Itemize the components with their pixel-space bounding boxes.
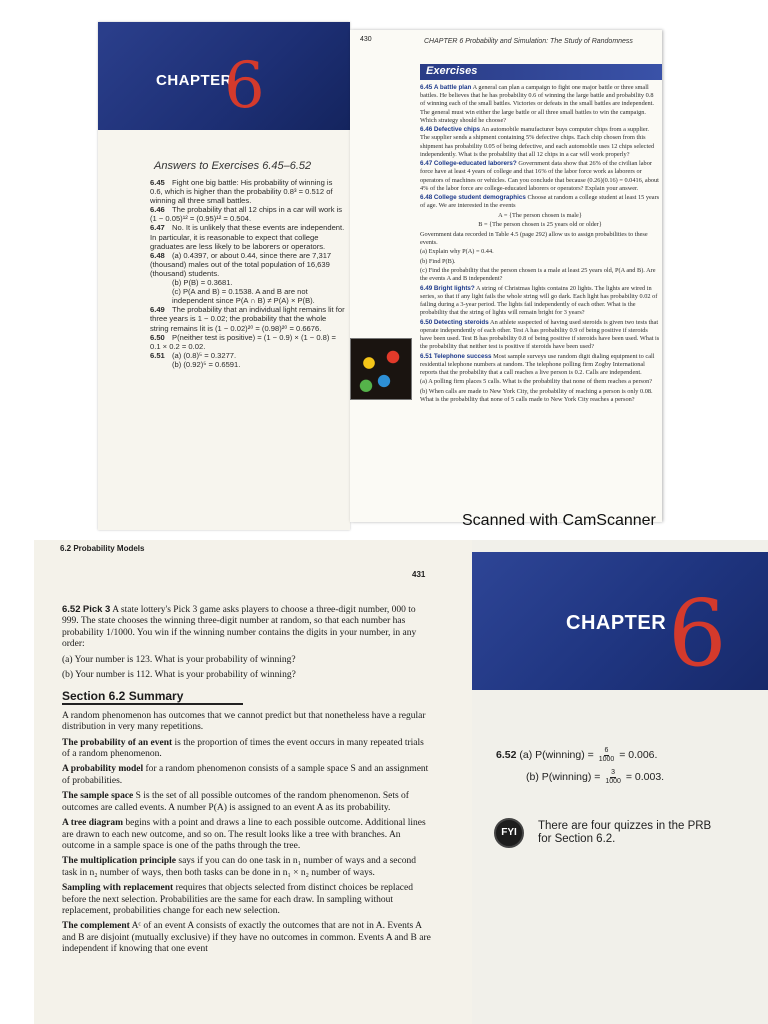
exercise-text: Choose at random a college student at least 15 years of age. We are interested in the events — [420, 194, 660, 210]
exercises-page — [350, 30, 662, 522]
summary-heading: Section 6.2 Summary — [62, 691, 243, 704]
summary-paragraph — [62, 883, 432, 917]
exercise-text: Most sample surveys use random digit dialing equipment to call residential telephone numbers at random. The telephone polling firm Zogby International reports that the probability that a call reaches a live person is 0.2. Calls are independent. — [420, 352, 655, 376]
answer-number: 6.50 — [150, 332, 165, 342]
denominator: 1000 — [598, 755, 615, 763]
answer-a-prefix: (a) P(winning) = — [519, 749, 594, 761]
chapter-label: CHAPTER — [156, 72, 233, 89]
answers-heading: Answers to Exercises 6.45–6.52 — [154, 160, 312, 172]
exercise-number: 6.47 — [420, 160, 433, 168]
denominator: 1000 — [605, 777, 621, 785]
exercise-number: 6.52 — [62, 604, 81, 615]
answer-text: The probability that all 12 chips in a car will work is (1 − 0.05)¹² = (0.95)¹² = 0.504. — [150, 205, 343, 224]
summary-text: begins with a point and draws a line to each possible outcome. Additional lines are drawn to each new outcome, and so on. The result looks like a tree with branches. An outcome in a sample space is one of the paths through the tree. — [62, 818, 426, 851]
summary-term: The sample space — [62, 791, 134, 802]
answer-item: (c) P(A and B) = 0.1538. A and B are not independent since P(A ∩ B) ≠ P(A) × P(B). — [172, 287, 315, 306]
summary-text: is the proportion of times the event occurs in many repeated trials of a random phenomenon. — [62, 737, 424, 760]
exercise-title: A battle plan — [433, 84, 472, 91]
summary-paragraph — [62, 791, 432, 814]
answer-item — [150, 223, 346, 250]
exercise-title: College-educated laborers? — [433, 160, 517, 168]
summary-term: The probability of an event — [62, 737, 173, 748]
exercise-list — [420, 84, 660, 405]
exercise-item — [420, 194, 660, 210]
exercise-title: Telephone success — [433, 352, 492, 360]
answer-text: No. It is unlikely that these events are independent. In particular, it is reasonable to expect that college graduates are less likely to be laborers or operators. — [150, 223, 345, 251]
summary-term: The multiplication principle — [62, 856, 177, 867]
exercise-part: (c) Find the probability that the person chosen is a male at least 25 years old, P(A and B). Are the events A and B independent? — [420, 266, 656, 283]
exercise-text: A general can plan a campaign to fight one major battle or three small battles. He believes that he has probability 0.6 of winning the large battle and probability 0.8 of winning each of the small battles. Victories or defeats in the small battles are independent. The general must win either the large battle or all three small battles to win the campaign. Which strategy should he choose? — [420, 84, 654, 124]
exercise-part: (b) Find P(B). — [420, 257, 456, 265]
running-head: CHAPTER 6 Probability and Simulation: The Study of Randomness — [424, 38, 633, 45]
exercise-number: 6.51 — [420, 352, 433, 360]
exercise-part: (a) Your number is 123. What is your probability of winning? — [62, 654, 296, 665]
exercise-number: 6.48 — [420, 194, 433, 202]
answer-a-result: = 0.006. — [619, 749, 658, 761]
exercise-title: Pick 3 — [82, 604, 111, 615]
answer-text: P(neither test is positive) = (1 − 0.9) × (1 − 0.8) = 0.1 × 0.2 = 0.02. — [150, 332, 336, 351]
exercise-text: Government data recorded in Table 4.5 (page 292) allow us to assign probabilities to these events. — [420, 230, 648, 246]
christmas-lights-photo — [350, 338, 412, 400]
summary-text: Aᶜ of an event A consists of exactly the outcomes that are not in A. Events A and B are disjoint (mutually exclusive) if they have no outcomes in common. Events A and B are independent if knowing that one event — [62, 921, 431, 955]
exercise-title: Detecting steroids — [433, 318, 489, 326]
exercise-text: An automobile manufacturer buys computer chips from a supplier. The supplier sends a shipment containing 5% defective chips. Each chip chosen from this shipment has probability 0.05 of being defective, and each automobile uses 12 chips selected independently. What is the probability that all 12 chips in a car will work properly? — [420, 126, 655, 158]
answer-row-b — [496, 766, 664, 788]
summary-paragraph — [62, 818, 432, 852]
exercise-item — [62, 604, 432, 651]
fyi-icon: FYI — [494, 818, 524, 848]
exercise-part: (b) When calls are made to New York City, the probability of reaching a person is only 0.08. What is the probability that none of 5 calls made to New York City reaches a person? — [420, 387, 653, 403]
exercise-number: 6.49 — [420, 284, 433, 292]
summary-paragraph — [62, 856, 432, 879]
numerator: 3 — [611, 768, 616, 776]
exercise-text: An athlete suspected of having used steroids is given two tests that operate independently of each other. Test A has probability 0.9 of being positive if steroids have been used. Test B has probability 0.8 of being positive if steroids have been used. What is the probability that neither test is positive if steroids have been used? — [420, 318, 660, 351]
exercise-number: 6.45 — [420, 84, 433, 91]
chapter-label: CHAPTER — [566, 612, 667, 634]
exercise-text: A string of Christmas lights contains 20 lights. The lights are wired in series, so that if any light fails the whole string will go dark. Each light has probability 0.02 of failing during a 3-year period. The lights fail independently of each other. What is the probability that the string of lights will remain bright for 3 years? — [420, 284, 658, 317]
exercise-item — [420, 319, 660, 352]
answer-b-result: = 0.003. — [625, 771, 665, 783]
answer-text: The probability that an individual light remains lit for three years is 1 − 0.02; the probability that the whole string remains lit is (1 − 0.02)²⁰ = (0.98)²⁰ = 0.6676. — [150, 305, 345, 333]
exercise-text: Government data show that 26% of the civilian labor force have at least 4 years of college and that 16% of the labor force work as laborers or operators of machines or vehicles. Can you conclude that because (0.26)(0.16) = 0.0416, about 4% of the labor force are college-educated laborers or operators? Explain your answer. — [420, 160, 659, 192]
chapter-number: 6 — [224, 49, 265, 123]
summary-term: A tree diagram — [62, 818, 124, 829]
answer-text: (a) 0.4397, or about 0.44, since there are 7,317 (thousand) males out of the total population of 16,639 (thousand) students. — [150, 250, 332, 278]
answer-b-prefix: (b) P(winning) = — [526, 771, 601, 783]
answer-text: Fight one big battle: His probability of winning is 0.6, which is higher than the probability 0.8³ = 0.512 of winning all three small battles. — [150, 178, 333, 206]
exercise-title: College student demographics — [433, 194, 526, 202]
answer-text: (a) (0.8)⁵ = 0.3277. — [172, 350, 237, 360]
exercises-title: Exercises — [426, 65, 478, 77]
fraction — [605, 769, 621, 786]
fyi-note: There are four quizzes in the PRB for Section 6.2. — [538, 820, 712, 845]
summary-term: A probability model — [62, 764, 144, 775]
answers-list — [150, 178, 346, 369]
summary-text: S is the set of all possible outcomes of the random phenomenon. Sets of outcomes are called events. A number P(A) is assigned to an event A as its probability. — [62, 791, 409, 813]
answer-item — [150, 333, 346, 351]
answer-item — [150, 205, 346, 223]
answer-number: 6.52 — [496, 749, 517, 761]
exercise-item — [420, 126, 660, 159]
answer-item: (b) P(B) = 0.3681. — [172, 278, 233, 288]
exercise-part: (a) A polling firm places 5 calls. What is the probability that none of them reaches a person? — [420, 378, 653, 386]
answer-item — [150, 178, 346, 205]
exercise-number: 6.46 — [420, 126, 433, 134]
numerator: 6 — [604, 746, 609, 754]
summary-paragraph — [62, 764, 432, 787]
chapter-number: 6 — [668, 580, 727, 687]
chapter-banner — [98, 22, 350, 130]
exercise-part: (b) Your number is 112. What is your probability of winning? — [62, 670, 296, 681]
answers-page — [98, 22, 350, 530]
exercises-banner — [420, 64, 662, 80]
summary-text: requires that objects selected from distinct choices be replaced before the next selection. Probabilities are the same for each draw. In sampling without replacement, probabilities change for each new selection. — [62, 883, 413, 916]
exercise-number: 6.50 — [420, 318, 433, 326]
answer-number: 6.48 — [150, 250, 165, 260]
running-head: 6.2 Probability Models — [60, 544, 145, 553]
answer-item — [150, 251, 346, 278]
fraction — [599, 747, 615, 764]
event-definition: A = {The person chosen is male} — [498, 211, 582, 219]
exercise-text: A state lottery's Pick 3 game asks players to choose a three-digit number, 000 to 999. The state chooses the winning three-digit number at random, so that each number has probability 1/1000. You win if the winning number contains the digits in your number, in any order: — [62, 605, 417, 650]
summary-text: A random phenomenon has outcomes that we cannot predict but that nonetheless have a regular distribution in very many repetitions. — [62, 710, 426, 733]
summary-paragraph — [62, 738, 432, 761]
summary-term: Sampling with replacement — [62, 883, 174, 894]
summary-body — [62, 604, 432, 960]
answer-6-52 — [496, 744, 664, 788]
exercise-part: (a) Explain why P(A) = 0.44. — [420, 248, 494, 256]
exercise-item — [420, 353, 660, 378]
exercise-title: Defective chips — [433, 126, 481, 134]
answer-number: 6.51 — [150, 350, 165, 360]
page-number: 431 — [412, 570, 426, 579]
answer-number: 6.45 — [150, 178, 165, 187]
chapter-banner — [472, 552, 768, 690]
answer-item: (b) (0.92)⁵ = 0.6591. — [172, 359, 241, 369]
summary-text: for a random phenomenon consists of a sample space S and an assignment of probabilities. — [62, 764, 429, 786]
page-number: 430 — [360, 36, 372, 43]
answer-item — [150, 305, 346, 332]
scanner-watermark: Scanned with CamScanner — [462, 512, 656, 529]
summary-paragraph — [62, 711, 432, 734]
answer-number: 6.49 — [150, 305, 165, 315]
summary-paragraph — [62, 921, 432, 955]
answer-number: 6.47 — [150, 223, 165, 233]
summary-term: The complement — [62, 921, 130, 932]
answer-number: 6.46 — [150, 205, 165, 215]
exercise-item — [420, 84, 660, 125]
exercise-item — [420, 285, 660, 318]
answer-item — [150, 351, 346, 360]
event-definition: B = {The person chosen is 25 years old or older} — [478, 221, 602, 229]
exercise-item — [420, 160, 660, 193]
answer-row-a — [496, 744, 664, 766]
exercise-title: Bright lights? — [433, 284, 475, 292]
summary-text: says if you can do one task in n₁ number of ways and a second task in n₂ number of ways, then both tasks can be done in n₁ × n₂ number of ways. — [62, 856, 416, 878]
